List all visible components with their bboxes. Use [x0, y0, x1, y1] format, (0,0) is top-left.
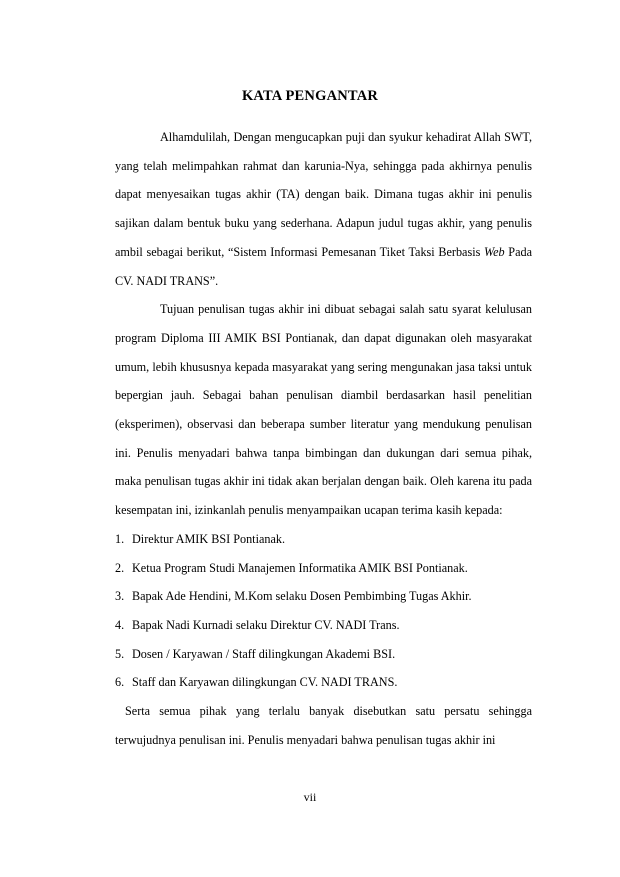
list-item-text: Direktur AMIK BSI Pontianak.: [132, 531, 286, 546]
list-item-number: 1.: [115, 531, 125, 546]
paragraph-intro: [115, 123, 532, 295]
list-item-number: 5.: [115, 646, 125, 661]
list-item-number: 4.: [115, 617, 125, 632]
list-item-text: Dosen / Karyawan / Staff dilingkungan Akademi BSI.: [132, 646, 396, 661]
list-item: [115, 525, 532, 554]
list-item-text: Ketua Program Studi Manajemen Informatika AMIK BSI Pontianak.: [132, 560, 468, 575]
list-item: [115, 582, 532, 611]
paragraph-purpose: Tujuan penulisan tugas akhir ini dibuat sebagai salah satu syarat kelulusan program Diploma III AMIK BSI Pontianak, dan dapat digunakan oleh masyarakat umum, lebih khususnya kepada masyarakat yang sering mengunakan jasa taksi untuk bepergian jauh. Sebagai bahan penulisan diambil berdasarkan hasil penelitian (eksperimen), observasi dan beberapa sumber literatur yang mendukung penulisan ini. Penulis menyadari bahwa tanpa bimbingan dan dukungan dari semua pihak, maka penulisan tugas akhir ini tidak akan berjalan dengan baik. Oleh karena itu pada kesempatan ini, izinkanlah penulis menyampaikan ucapan terima kasih kepada:: [115, 302, 532, 518]
list-item: [115, 554, 532, 583]
page-number: vii: [303, 790, 317, 804]
page-title: KATA PENGANTAR: [241, 88, 379, 104]
acknowledgement-list: [115, 525, 532, 697]
paragraph-intro-text: Alhamdulilah, Dengan mengucapkan puji dan syukur kehadirat Allah SWT, yang telah melimpahkan rahmat dan karunia-Nya, sehingga pada akhirnya penulis dapat menyesaikan tugas akhir (TA) dengan baik. Dimana tugas akhir ini penulis sajikan dalam bentuk buku yang sederhana. Adapun judul tugas akhir, yang penulis ambil sebagai berikut, “Sistem Informasi Pemesanan Tiket Taksi Berbasis: [115, 130, 532, 259]
list-item-text: Bapak Nadi Kurnadi selaku Direktur CV. NADI Trans.: [132, 617, 400, 632]
list-item-text: Bapak Ade Hendini, M.Kom selaku Dosen Pembimbing Tugas Akhir.: [132, 589, 472, 604]
list-item-number: 3.: [115, 589, 125, 604]
paragraph-intro-end: Pada CV. NADI TRANS”.: [115, 244, 532, 288]
paragraph-closing: Serta semua pihak yang terlalu banyak disebutkan satu persatu sehingga terwujudnya penulisan ini. Penulis menyadari bahwa penulisan tugas akhir ini: [115, 704, 532, 747]
body-text: [115, 123, 532, 754]
list-item-text: Staff dan Karyawan dilingkungan CV. NADI TRANS.: [132, 675, 398, 690]
paragraph-intro-italic: Web: [484, 244, 505, 259]
list-item-number: 2.: [115, 560, 125, 575]
list-item-number: 6.: [115, 675, 125, 690]
list-item: [115, 668, 532, 697]
list-item: [115, 640, 532, 669]
list-item: [115, 611, 532, 640]
